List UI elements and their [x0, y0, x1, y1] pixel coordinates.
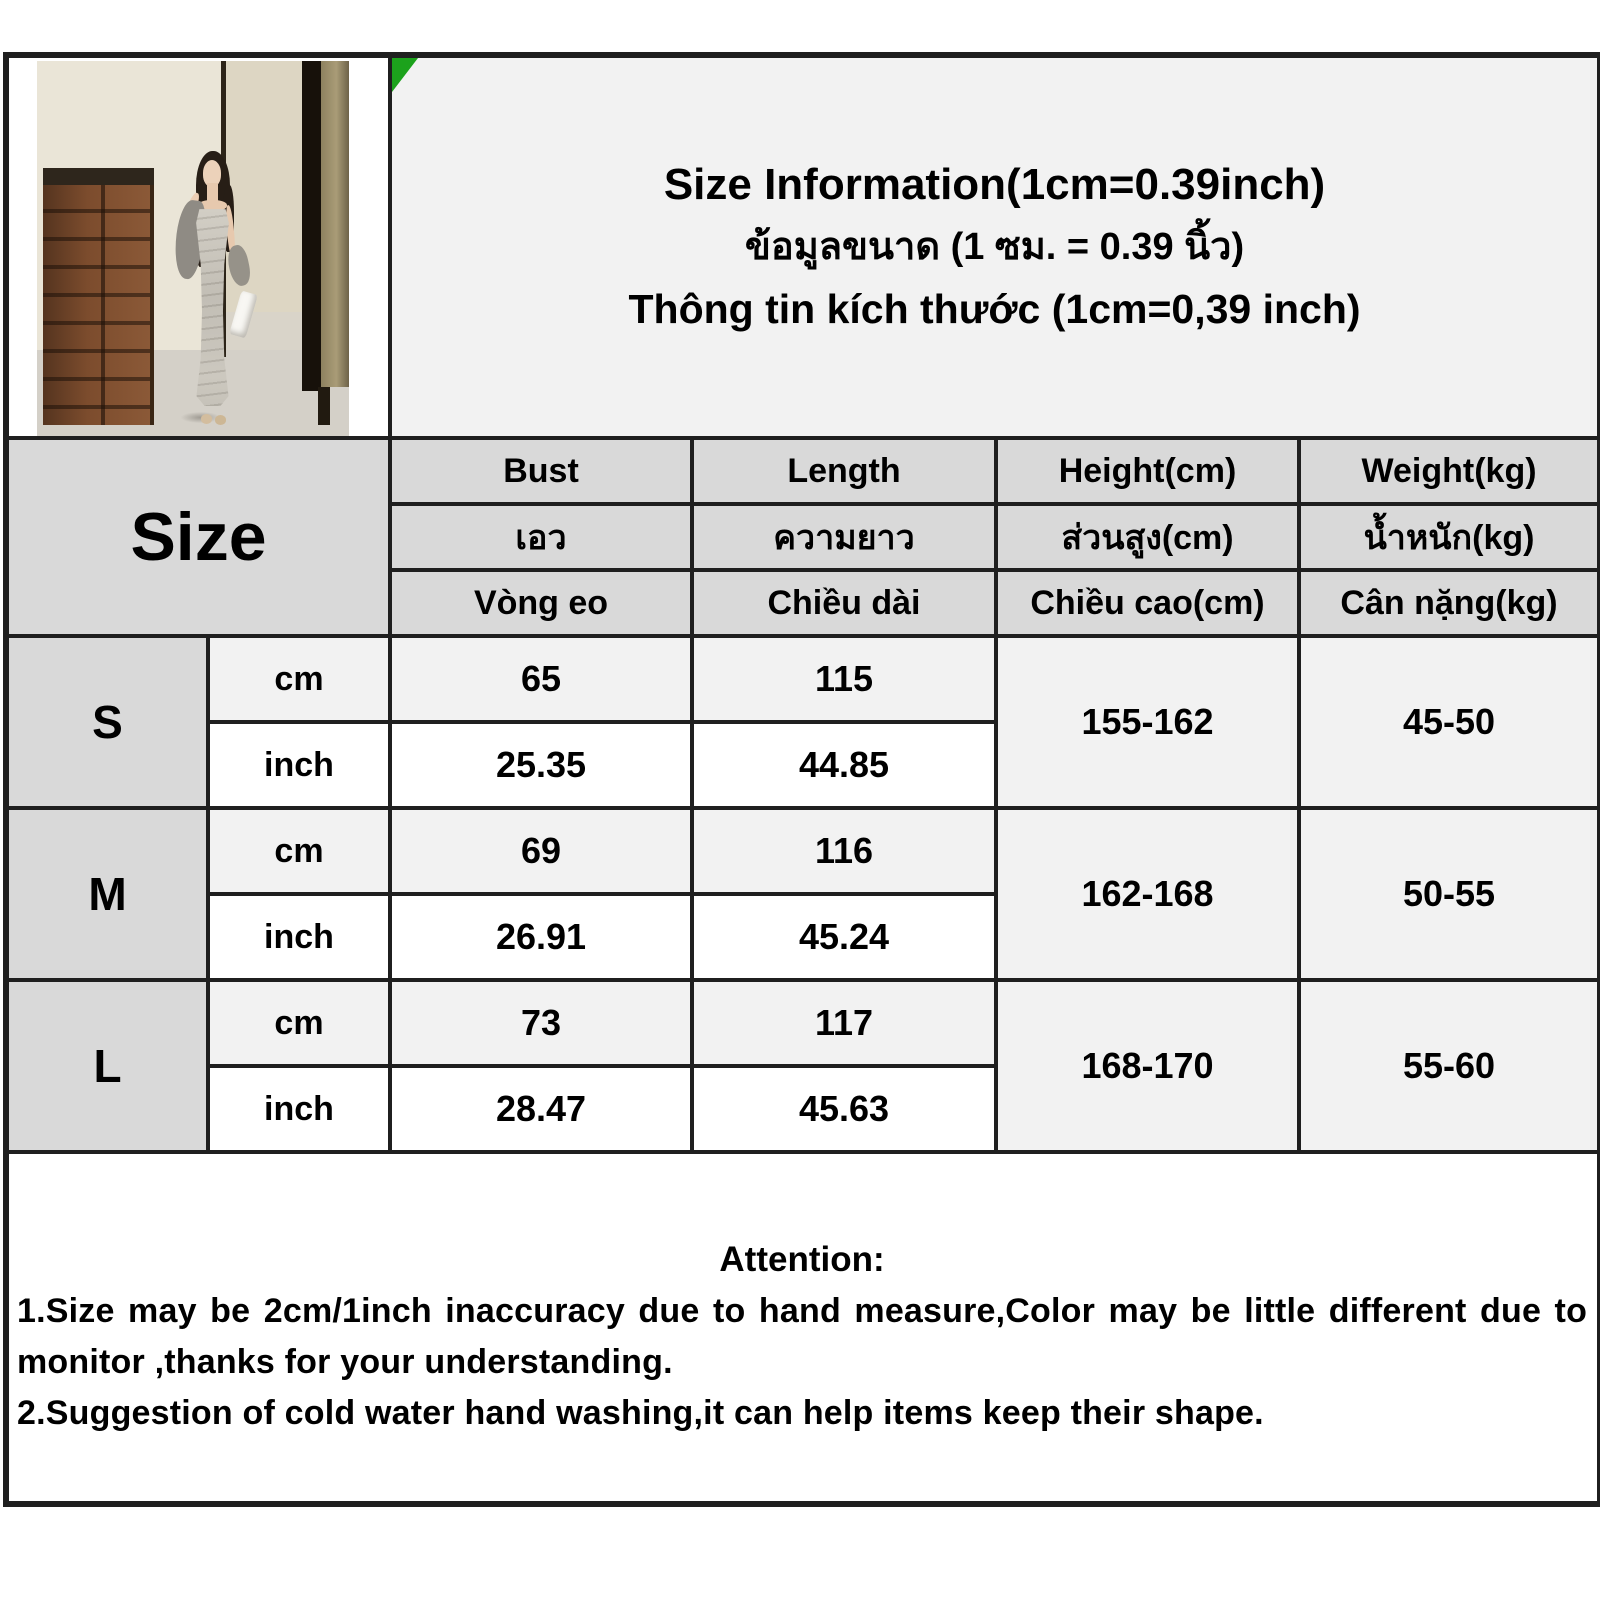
unit-label-inch: inch [208, 1066, 390, 1152]
row-size-m: M [6, 808, 208, 980]
col-header-weight-en: Weight(kg) [1299, 438, 1600, 504]
col-header-bust-th: เอว [390, 504, 692, 570]
cell-m-weight: 50-55 [1299, 808, 1600, 980]
title-vietnamese: Thông tin kích thước (1cm=0,39 inch) [628, 286, 1361, 332]
attention-note-2: 2.Suggestion of cold water hand washing,it can help items keep their shape. [17, 1394, 1264, 1432]
cell-m-height: 162-168 [996, 808, 1299, 980]
col-header-bust-en: Bust [390, 438, 692, 504]
cell-s-inch-bust: 25.35 [390, 722, 692, 808]
photo-dresser-top [43, 168, 154, 185]
size-header: Size [6, 438, 390, 636]
title-english: Size Information(1cm=0.39inch) [663, 160, 1326, 209]
cell-m-cm-length: 116 [692, 808, 996, 894]
title-cell [390, 55, 1600, 438]
title-thai: ข้อมูลขนาด (1 ซม. = 0.39 นิ้ว) [744, 226, 1245, 268]
cell-l-cm-bust: 73 [390, 980, 692, 1066]
photo-door-shadow [318, 387, 330, 425]
col-header-weight-vi: Cân nặng(kg) [1299, 570, 1600, 636]
unit-label-cm: cm [208, 980, 390, 1066]
col-header-height-th: ส่วนสูง(cm) [996, 504, 1299, 570]
photo-model-sandal-right [215, 415, 226, 425]
cell-l-cm-length: 117 [692, 980, 996, 1066]
cell-m-cm-bust: 69 [390, 808, 692, 894]
col-header-weight-th: น้ำหนัก(kg) [1299, 504, 1600, 570]
col-header-length-en: Length [692, 438, 996, 504]
product-photo-cell [6, 55, 390, 438]
green-corner-marker-icon [392, 58, 418, 92]
attention-heading: Attention: [719, 1240, 885, 1279]
cell-l-inch-length: 45.63 [692, 1066, 996, 1152]
cell-s-height: 155-162 [996, 636, 1299, 808]
photo-dresser-drawers [43, 185, 154, 425]
unit-label-inch: inch [208, 894, 390, 980]
size-chart-sheet [3, 52, 1597, 1507]
row-size-l: L [6, 980, 208, 1152]
photo-open-door [321, 61, 349, 387]
photo-dresser-edge [150, 185, 154, 425]
photo-model-sandal-left [201, 414, 212, 424]
cell-m-inch-bust: 26.91 [390, 894, 692, 980]
attention-section [6, 1152, 1600, 1504]
cell-s-inch-length: 44.85 [692, 722, 996, 808]
cell-s-cm-length: 115 [692, 636, 996, 722]
unit-label-inch: inch [208, 722, 390, 808]
size-table [3, 52, 1600, 1507]
col-header-height-vi: Chiều cao(cm) [996, 570, 1299, 636]
col-header-height-en: Height(cm) [996, 438, 1299, 504]
cell-s-weight: 45-50 [1299, 636, 1600, 808]
cell-s-cm-bust: 65 [390, 636, 692, 722]
col-header-length-vi: Chiều dài [692, 570, 996, 636]
col-header-length-th: ความยาว [692, 504, 996, 570]
cell-l-weight: 55-60 [1299, 980, 1600, 1152]
row-size-s: S [6, 636, 208, 808]
unit-label-cm: cm [208, 636, 390, 722]
cell-l-height: 168-170 [996, 980, 1299, 1152]
photo-dark-door [302, 61, 321, 391]
cell-l-inch-bust: 28.47 [390, 1066, 692, 1152]
cell-m-inch-length: 45.24 [692, 894, 996, 980]
attention-note-1: 1.Size may be 2cm/1inch inaccuracy due to hand measure,Color may be little different due to monitor ,thanks for your understanding. [17, 1292, 1588, 1381]
product-photo [37, 61, 349, 436]
col-header-bust-vi: Vòng eo [390, 570, 692, 636]
unit-label-cm: cm [208, 808, 390, 894]
photo-dresser-divider [101, 185, 105, 425]
